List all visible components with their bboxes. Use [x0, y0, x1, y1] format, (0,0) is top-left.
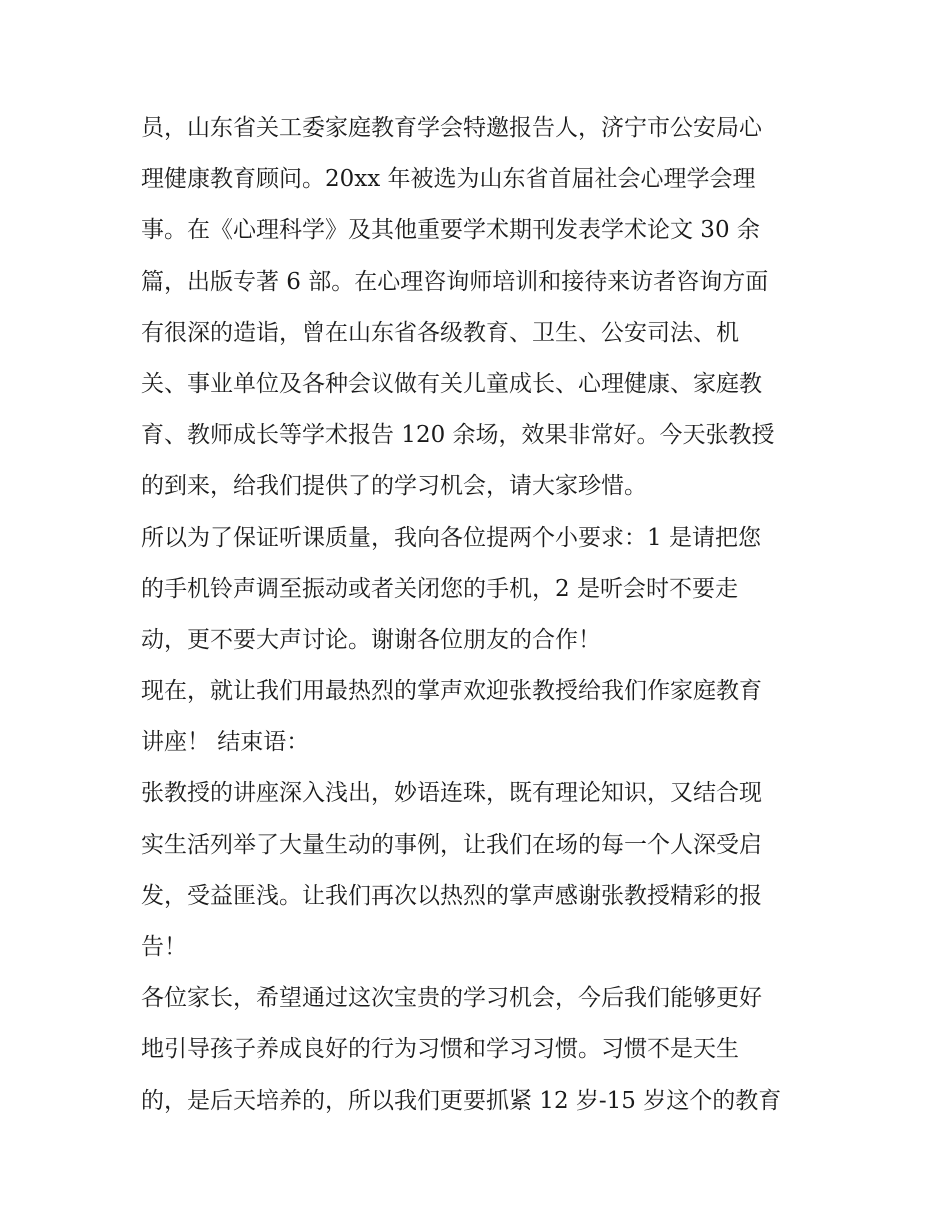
text-line: 理健康教育顾问。20xx 年被选为山东省首届社会心理学会理 — [141, 166, 756, 193]
text-line: 有很深的造诣，曾在山东省各级教育、卫生、公安司法、机 — [141, 319, 739, 346]
text-line: 各位家长，希望通过这次宝贵的学习机会，今后我们能够更好 — [141, 985, 762, 1012]
body-text — [141, 103, 821, 1127]
text-line: 动，更不要大声讨论。谢谢各位朋友的合作！ — [141, 626, 601, 653]
text-line: 地引导孩子养成良好的行为习惯和学习习惯。习惯不是天生 — [141, 1036, 739, 1063]
text-line: 的到来，给我们提供了的学习机会，请大家珍惜。 — [141, 473, 647, 500]
text-line: 张教授的讲座深入浅出，妙语连珠，既有理论知识，又结合现 — [141, 780, 762, 807]
text-line: 讲座！ 结束语： — [141, 729, 310, 756]
text-line: 现在，就让我们用最热烈的掌声欢迎张教授给我们作家庭教育 — [141, 678, 762, 705]
text-line: 的，是后天培养的，所以我们更要抓紧 12 岁-15 岁这个的教育 — [141, 1087, 782, 1114]
text-line: 的手机铃声调至振动或者关闭您的手机，2 是听会时不要走 — [141, 575, 738, 602]
text-line: 发，受益匪浅。让我们再次以热烈的掌声感谢张教授精彩的报 — [141, 882, 762, 909]
text-line: 所以为了保证听课质量，我向各位提两个小要求：1 是请把您 — [141, 524, 761, 551]
text-line: 事。在《心理科学》及其他重要学术期刊发表学术论文 30 余 — [141, 217, 760, 244]
text-line: 告！ — [141, 934, 187, 960]
text-line: 育、教师成长等学术报告 120 余场，效果非常好。今天张教授 — [141, 422, 775, 449]
text-line: 员，山东省关工委家庭教育学会特邀报告人，济宁市公安局心 — [141, 115, 762, 141]
text-line: 关、事业单位及各种会议做有关儿童成长、心理健康、家庭教 — [141, 370, 762, 397]
text-line: 实生活列举了大量生动的事例，让我们在场的每一个人深受启 — [141, 831, 762, 858]
text-line: 篇，出版专著 6 部。在心理咨询师培训和接待来访者咨询方面 — [141, 268, 769, 295]
